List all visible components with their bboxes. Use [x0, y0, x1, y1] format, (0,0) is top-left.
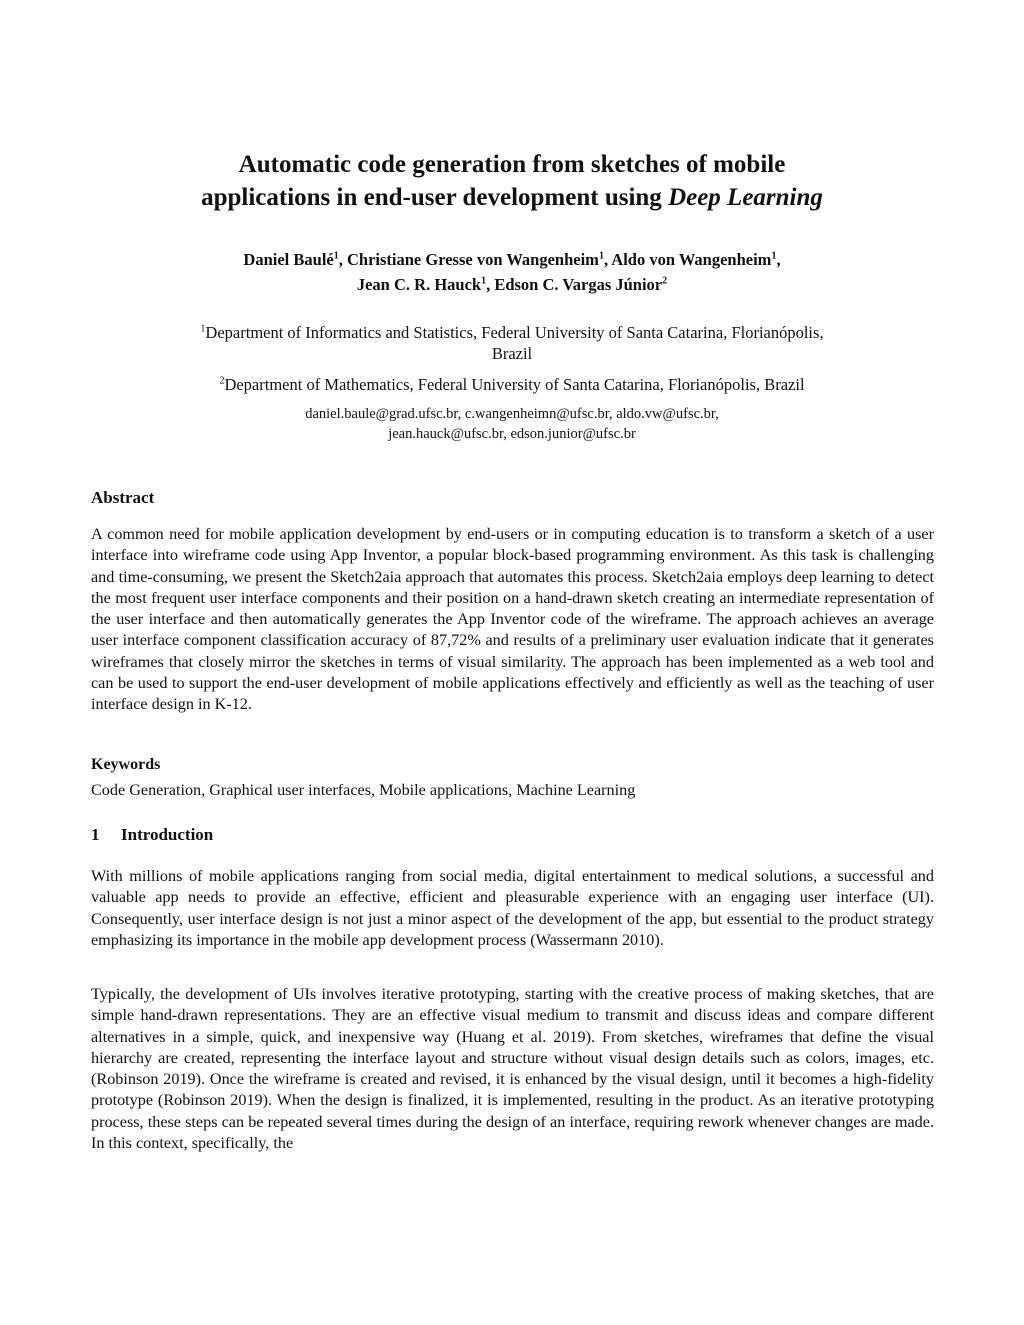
affiliation-marker: 1 — [771, 250, 777, 262]
author-emails — [0, 404, 1024, 444]
abstract-text: A common need for mobile application development by end-users or in computing education is to transform a sketch of a user interface into wireframe code using App Inventor, a popular block-based programming environment. As this task is challenging and time-consuming, we present the Sketch2aia approach that automates this process. Sketch2aia employs deep learning to detect the most frequent user interface components and their position on a hand-drawn sketch creating an intermediate representation of the user interface and then automatically generates the App Inventor code of the wireframe. The approach achieves an average user interface component classification accuracy of 87,72% and results of a preliminary user evaluation indicate that it generates wireframes that closely mirror the sketches in terms of visual similarity. The approach has been implemented as a web tool and can be used to support the end-user development of mobile applications effectively and efficiently as well as the teaching of user interface design in K-12. — [91, 525, 934, 714]
keywords-heading: Keywords — [91, 756, 161, 773]
affiliation-1-line-2: Brazil — [491, 344, 533, 363]
affiliation-number: 2 — [219, 375, 225, 387]
separator: , — [486, 275, 495, 294]
author-name: Aldo von Wangenheim — [611, 250, 772, 269]
title-line-2 — [0, 181, 1024, 214]
introduction-heading — [91, 824, 213, 846]
affiliation-2-text: Department of Mathematics, Federal University of Santa Catarina, Florianópolis, Brazil — [224, 375, 805, 394]
separator: , — [338, 250, 347, 269]
affiliation-marker: 1 — [333, 250, 339, 262]
section-title: Introduction — [121, 825, 214, 844]
affiliation-marker: 1 — [481, 275, 487, 287]
author-list — [0, 247, 1024, 297]
affiliation-1 — [0, 322, 1024, 364]
keywords-text: Code Generation, Graphical user interfaces, Mobile applications, Machine Learning — [91, 781, 636, 799]
separator: , — [776, 250, 781, 269]
emails-line-1: daniel.baule@grad.ufsc.br, c.wangenheimn@ufsc.br, aldo.vw@ufsc.br, — [305, 406, 719, 422]
affiliation-2 — [0, 374, 1024, 395]
introduction-paragraph-2: Typically, the development of UIs involves iterative prototyping, starting with the creative process of making sketches, that are simple hand-drawn representations. They are an effective visual medium to transmit and discuss ideas and compare different alternatives in a simple, quick, and inexpensive way (Huang et al. 2019). From sketches, wireframes that define the visual hierarchy are created, representing the interface layout and structure without visual design details such as colors, images, etc. (Robinson 2019). Once the wireframe is created and revised, it is enhanced by the visual design, until it becomes a high-fidelity prototype (Robinson 2019). When the design is finalized, it is implemented, resulting in the product. As an iterative prototyping process, these steps can be repeated several times during the design of an interface, requiring rework whenever changes are made. In this context, specifically, the — [91, 985, 934, 1153]
affiliation-2-line — [0, 374, 1024, 395]
author-name: Christiane Gresse von Wangenheim — [346, 250, 599, 269]
paper-title — [0, 148, 1024, 214]
section-number: 1 — [91, 825, 100, 844]
author-name: Edson C. Vargas Júnior — [494, 275, 663, 294]
author-name: Daniel Baulé — [243, 250, 334, 269]
author-line-2 — [0, 272, 1024, 297]
affiliation-marker: 2 — [662, 275, 668, 287]
author-name: Jean C. R. Hauck — [356, 275, 482, 294]
abstract-heading: Abstract — [91, 488, 155, 507]
introduction-paragraph-1: With millions of mobile applications ranging from social media, digital entertainment to medical solutions, a successful and valuable app needs to provide an effective, efficient and pleasurable experience with an engaging user interface (UI). Consequently, user interface design is not just a minor aspect of the development of the app, but essential to the product strategy emphasizing its importance in the mobile app development process (Wassermann 2010). — [91, 867, 934, 949]
emails-line-2: jean.hauck@ufsc.br, edson.junior@ufsc.br — [388, 426, 636, 442]
affiliation-number: 1 — [200, 323, 206, 335]
title-line-2-text: applications in end-user development using — [201, 184, 669, 211]
author-line-1 — [0, 247, 1024, 272]
affiliation-1-line-1 — [0, 322, 1024, 343]
affiliation-1-text: Department of Informatics and Statistics, Federal University of Santa Catarina, Florianópolis, — [205, 323, 824, 342]
affiliation-marker: 1 — [598, 250, 604, 262]
separator: , — [603, 250, 612, 269]
title-italic-term: Deep Learning — [668, 184, 823, 211]
title-line-1: Automatic code generation from sketches of mobile — [238, 151, 786, 178]
